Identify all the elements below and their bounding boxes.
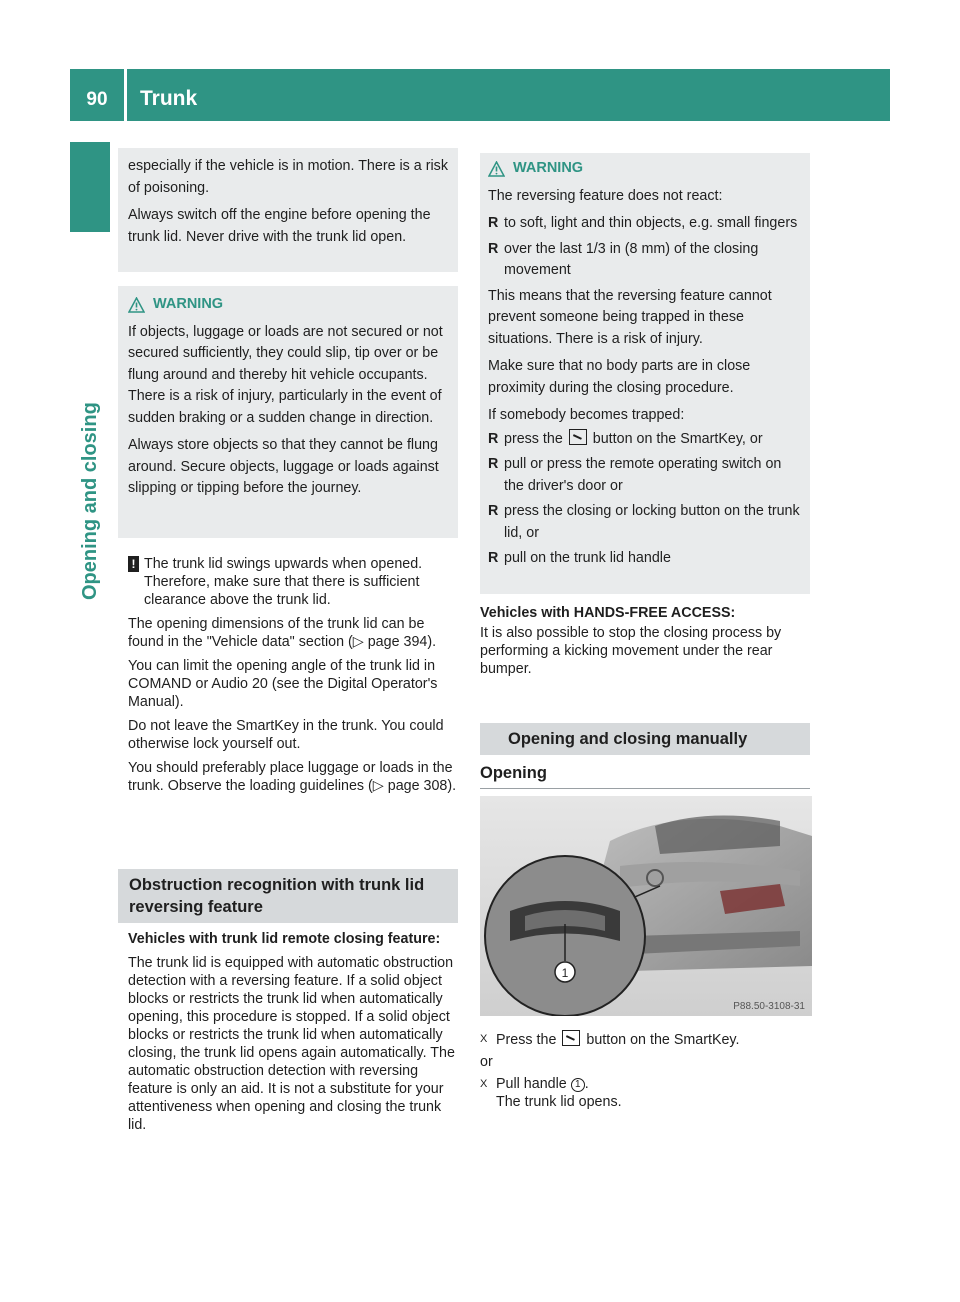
section-heading-manual: Opening and closing manually bbox=[480, 723, 810, 755]
paragraph: It is also possible to stop the closing process by performing a kicking movement under the rear bumper. bbox=[480, 625, 782, 677]
list-item: R pull or press the remote operating switch on the driver's door or bbox=[488, 456, 782, 494]
bullet-mark: R bbox=[488, 550, 499, 566]
warning-text: Always store objects so that they cannot be flung around. Secure objects, luggage or loads against slipping or tipping before the journey. bbox=[128, 437, 439, 496]
warning-continuation-box bbox=[118, 148, 458, 272]
warning-box-loads bbox=[118, 286, 458, 538]
warning-text: This means that the reversing feature cannot prevent someone being trapped in these situations. There is a risk of injury. bbox=[488, 287, 772, 347]
warning-heading: WARNING bbox=[128, 294, 448, 316]
chapter-tab-marker bbox=[70, 142, 110, 232]
step-arrow-icon: X bbox=[480, 1033, 488, 1045]
list-item: R press the button on the SmartKey, or bbox=[488, 429, 802, 451]
warning-continuation-text: especially if the vehicle is in motion. There is a risk of poisoning. bbox=[128, 158, 448, 196]
warning-triangle-icon bbox=[128, 297, 145, 313]
page-number: 90 bbox=[86, 89, 108, 110]
bullet-list bbox=[488, 429, 802, 570]
paragraph: The opening dimensions of the trunk lid can be found in the "Vehicle data" section (▷ page 394). bbox=[128, 616, 437, 650]
trunk-handle-illustration bbox=[480, 796, 812, 1016]
trunk-key-icon bbox=[569, 429, 587, 445]
warning-continuation-text: Always switch off the engine before opening the trunk lid. Never drive with the trunk lid open. bbox=[128, 207, 431, 245]
warning-text: Make sure that no body parts are in close proximity during the closing procedure. bbox=[488, 358, 751, 396]
paragraph: You can limit the opening angle of the trunk lid in COMAND or Audio 20 (see the Digital Operator's Manual). bbox=[128, 658, 438, 710]
car-rear-illustration bbox=[480, 796, 812, 1016]
step-item: X Pull handle 1 . The trunk lid opens. bbox=[480, 1076, 622, 1110]
list-item: R pull on the trunk lid handle bbox=[488, 548, 802, 570]
figure-code: P88.50-3108-31 bbox=[733, 1001, 805, 1012]
warning-text: The reversing feature does not react: bbox=[488, 187, 723, 204]
warning-triangle-icon bbox=[488, 161, 505, 177]
list-item: R press the closing or locking button on the trunk lid, or bbox=[488, 503, 800, 541]
warning-box-reversing bbox=[480, 153, 810, 594]
subheading-bold: Vehicles with trunk lid remote closing feature: bbox=[128, 931, 441, 947]
bullet-mark: R bbox=[488, 503, 499, 519]
warning-heading: WARNING bbox=[488, 158, 802, 180]
paragraph: Do not leave the SmartKey in the trunk. You could otherwise lock yourself out. bbox=[128, 718, 444, 752]
trunk-key-icon bbox=[562, 1030, 580, 1046]
section-heading-obstruction: Obstruction recognition with trunk lid reversing feature bbox=[118, 869, 458, 923]
step-result: The trunk lid opens. bbox=[496, 1094, 622, 1110]
list-item: R over the last 1/3 in (8 mm) of the closing movement bbox=[488, 240, 759, 278]
bullet-mark: R bbox=[488, 456, 499, 472]
page-title: Trunk bbox=[140, 87, 198, 110]
bullet-mark: R bbox=[488, 240, 499, 257]
opening-steps bbox=[480, 1030, 812, 1111]
callout-number: 1 bbox=[561, 966, 569, 980]
subheading-opening: Opening bbox=[480, 762, 810, 789]
list-item: R to soft, light and thin objects, e.g. small fingers bbox=[488, 213, 802, 235]
hands-free-text bbox=[480, 604, 812, 684]
callout-1-icon: 1 bbox=[571, 1078, 585, 1092]
notice-paragraph: ! The trunk lid swings upwards when opened. Therefore, make sure that there is sufficient clearance above the trunk lid. bbox=[128, 555, 460, 609]
header-divider bbox=[124, 69, 127, 121]
bullet-mark: R bbox=[488, 430, 499, 447]
left-body-text bbox=[128, 555, 460, 801]
bullet-list bbox=[488, 213, 802, 282]
paragraph: The trunk lid is equipped with automatic obstruction detection with a reversing feature. If a solid object blocks or restricts the trunk lid when automatically opening, this procedure is stopped. If a solid object blocks or restricts the trunk lid when automatically closing, the trunk lid opens again automatically. The automatic obstruction detection with reversing feature is only an aid. It is not a substitute for your attentiveness when opening and closing the trunk lid. bbox=[128, 955, 455, 1133]
bullet-mark: R bbox=[488, 215, 499, 231]
paragraph: You should preferably place luggage or loads in the trunk. Observe the loading guidelines (▷ page 308). bbox=[128, 760, 457, 794]
step-arrow-icon: X bbox=[480, 1078, 488, 1090]
step-item: X Press the button on the SmartKey. bbox=[480, 1032, 740, 1048]
warning-text: If objects, luggage or loads are not secured or not secured sufficiently, they could slip, tip over or be flung around and thereby hit vehicle occupants. There is a risk of injury, particularly in the event of sudden braking or a sudden change in direction. bbox=[128, 323, 443, 426]
or-text: or bbox=[480, 1054, 493, 1070]
warning-text: If somebody becomes trapped: bbox=[488, 407, 685, 423]
subheading-bold: Vehicles with HANDS-FREE ACCESS: bbox=[480, 605, 736, 621]
obstruction-body bbox=[128, 930, 460, 1140]
notice-mark-icon: ! bbox=[128, 556, 139, 572]
